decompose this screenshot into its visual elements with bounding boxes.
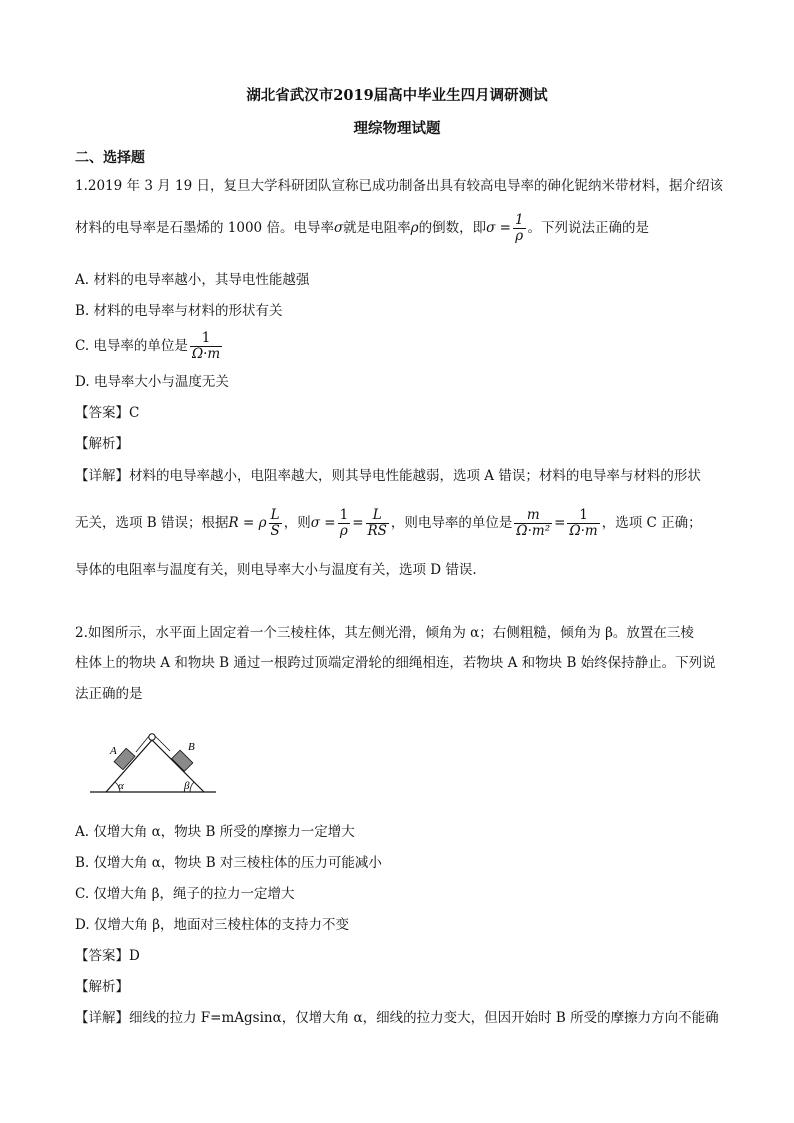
- text: 。下列说法正确的是: [527, 220, 650, 236]
- label-a: A: [110, 745, 117, 757]
- fraction-l-over-rs: [366, 508, 389, 539]
- numerator: 1: [339, 507, 349, 523]
- q2-detail-line1: 【详解】细线的拉力 F=mAgsinα，仅增大角 α，细线的拉力变大，但因开始时 B 所受的摩擦力方向不能确: [75, 1010, 719, 1026]
- numerator: L: [270, 507, 280, 523]
- text: ，则电导率的单位是: [390, 515, 513, 531]
- q2-stem-line3: 法正确的是: [75, 686, 143, 702]
- numerator: 1: [579, 507, 588, 523]
- q2-option-b: B. 仅增大角 α，物块 B 对三棱柱体的压力可能减小: [75, 855, 382, 871]
- fraction-m-over-unit: [514, 508, 552, 539]
- rho-symbol: ρ: [410, 220, 419, 236]
- q1-stem-line2: [75, 213, 735, 244]
- formula-sigma: σ =: [310, 515, 336, 531]
- q1-option-d: D. 电导率大小与温度无关: [75, 374, 229, 390]
- numerator: L: [372, 507, 382, 523]
- text: C. 电导率的单位是: [75, 338, 188, 354]
- label-beta: β: [184, 780, 190, 792]
- q2-answer: 【答案】D: [75, 948, 140, 964]
- block-a: [114, 748, 135, 769]
- fraction-one-over-rho: [338, 508, 351, 539]
- rope-right: [155, 736, 170, 751]
- document-subtitle: 理综物理试题: [353, 120, 441, 137]
- document-title: 湖北省武汉市2019届高中毕业生四月调研测试: [246, 87, 548, 104]
- denominator: ρ: [339, 523, 348, 539]
- rope-left: [136, 736, 149, 752]
- q1-detail-line1: 【详解】材料的电导率越小，电阻率越大，则其导电性能越弱，选项 A 错误；材料的电导率与材料的形状: [75, 468, 701, 484]
- numerator: 1: [201, 330, 211, 346]
- label-alpha: α: [118, 780, 124, 792]
- denominator: ρ: [515, 228, 524, 244]
- fraction-unit: [190, 331, 222, 362]
- q1-stem-line1: 1.2019 年 3 月 19 日，复旦大学科研团队宣称已成功制备出具有较高电导率的砷化铌纳米带材料，据介绍该: [75, 178, 723, 194]
- text: 无关，选项 B 错误；根据: [75, 515, 229, 531]
- q1-detail-line2: [75, 508, 735, 539]
- denominator: Ω·m²: [516, 523, 551, 539]
- block-b: [172, 750, 193, 771]
- denominator: Ω·m: [191, 346, 221, 362]
- q2-analysis-label: 【解析】: [75, 979, 129, 995]
- q1-detail-line3: 导体的电阻率与温度有关，则电导率大小与温度有关，选项 D 错误.: [75, 562, 477, 578]
- equals: =: [352, 515, 364, 531]
- q1-option-a: A. 材料的电导率越小，其导电性能越强: [75, 272, 310, 288]
- text: 材料的电导率是石墨烯的 1000 倍。电导率: [75, 220, 334, 236]
- q1-option-c: [75, 331, 735, 362]
- right-slope: [152, 740, 204, 792]
- numerator: 1: [514, 212, 524, 228]
- denominator: RS: [367, 523, 387, 539]
- equals: =: [554, 515, 566, 531]
- formula-lhs: σ =: [486, 220, 511, 236]
- section-heading: 二、选择题: [75, 150, 145, 166]
- numerator: m: [526, 507, 540, 523]
- q1-option-b: B. 材料的电导率与材料的形状有关: [75, 303, 283, 319]
- denominator: Ω·m: [569, 523, 598, 539]
- q2-option-a: A. 仅增大角 α，物块 B 所受的摩擦力一定增大: [75, 824, 355, 840]
- text: ，则: [283, 515, 311, 531]
- pulley-icon: [149, 734, 155, 740]
- text: 就是电阻率: [343, 220, 411, 236]
- text: 的倒数，即: [418, 220, 487, 236]
- q1-analysis-label: 【解析】: [75, 436, 129, 452]
- q2-stem-line2: 柱体上的物块 A 和物块 B 通过一根跨过顶端定滑轮的细绳相连，若物块 A 和物块 B 始终保持静止。下列说: [75, 655, 716, 671]
- text: ，选项 C 正确；: [601, 515, 702, 531]
- q2-option-d: D. 仅增大角 β，地面对三棱柱体的支持力不变: [75, 917, 350, 933]
- fraction-one-over-rho: [513, 213, 526, 244]
- beta-arc: [190, 782, 194, 792]
- q2-option-c: C. 仅增大角 β，绳子的拉力一定增大: [75, 886, 295, 902]
- sigma-symbol: σ: [333, 220, 344, 236]
- q2-stem-line1: 2.如图所示，水平面上固定着一个三棱柱体，其左侧光滑，倾角为 α；右侧粗糙，倾角为 β。放置在三棱: [75, 625, 694, 641]
- q1-answer: 【答案】C: [75, 405, 140, 421]
- fraction-unit: [567, 508, 599, 539]
- denominator: S: [270, 523, 280, 539]
- prism-diagram: [88, 728, 218, 798]
- fraction-l-over-s: [269, 508, 282, 539]
- label-b: B: [188, 741, 195, 753]
- formula-r: R = ρ: [228, 515, 267, 531]
